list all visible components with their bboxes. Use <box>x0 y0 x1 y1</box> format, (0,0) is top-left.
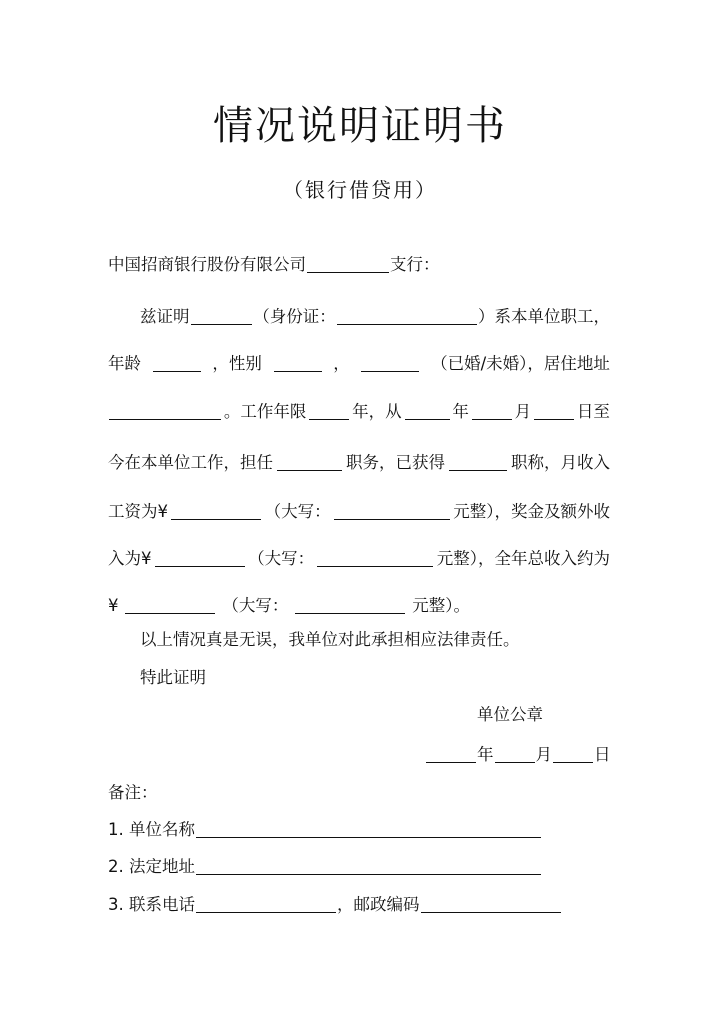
text: 年 <box>477 745 494 764</box>
start-year-blank[interactable] <box>405 403 450 420</box>
salary-words-blank[interactable] <box>334 503 450 520</box>
addressee-line <box>108 254 440 276</box>
text: 中国招商银行股份有限公司 <box>108 255 306 274</box>
text: ，邮政编码 <box>337 895 420 914</box>
contact-line <box>108 894 562 916</box>
salary-blank[interactable] <box>171 503 261 520</box>
text: （身份证： <box>253 307 336 326</box>
text: （大写： <box>222 596 289 615</box>
text: 年龄 <box>108 354 141 373</box>
remark-label: 备注： <box>108 783 158 802</box>
phone-blank[interactable] <box>196 896 336 913</box>
text: 兹证明 <box>140 307 190 326</box>
text: 月 <box>514 402 532 421</box>
document-title: 情况说明证明书 <box>213 103 507 149</box>
statement-line: 以上情况真是无误，我单位对此承担相应法律责任。 <box>140 630 520 649</box>
start-day-blank[interactable] <box>534 403 574 420</box>
position-line <box>108 452 610 474</box>
text: （大写： <box>264 502 331 521</box>
hereby-certify: 特此证明 <box>140 668 206 687</box>
text: 元整），全年总收入约为 <box>436 549 610 568</box>
title-blank[interactable] <box>449 454 507 471</box>
year-blank[interactable] <box>426 746 476 763</box>
postcode-blank[interactable] <box>421 896 561 913</box>
certify-line <box>140 306 610 328</box>
text: 元整）。 <box>412 596 470 615</box>
marital-blank[interactable] <box>361 355 419 372</box>
years-blank[interactable] <box>309 403 349 420</box>
salary-line <box>108 501 610 523</box>
text: 日 <box>594 745 611 764</box>
gender-blank[interactable] <box>274 355 322 372</box>
annual-line <box>108 595 470 617</box>
bonus-blank[interactable] <box>155 550 245 567</box>
age-line <box>108 353 610 375</box>
address-blank[interactable] <box>109 403 221 420</box>
bonus-line <box>108 548 610 570</box>
date-line <box>425 744 611 766</box>
day-blank[interactable] <box>553 746 593 763</box>
text: ）系本单位职工， <box>478 307 610 326</box>
text: 1. 单位名称 <box>108 820 195 839</box>
id-blank[interactable] <box>337 308 477 325</box>
bonus-words-blank[interactable] <box>317 550 433 567</box>
position-blank[interactable] <box>277 454 342 471</box>
company-name-blank[interactable] <box>196 821 541 838</box>
legal-address-line <box>108 856 542 878</box>
text: 入为¥ <box>108 549 152 568</box>
text: 支行： <box>390 255 440 274</box>
text: 日至 <box>576 402 610 421</box>
text: （已婚/未婚），居住地址 <box>431 354 610 373</box>
text: 。工作年限 <box>223 402 307 421</box>
company-seal-label: 单位公章 <box>477 705 543 724</box>
text: 工资为¥ <box>108 502 168 521</box>
text: （大写： <box>248 549 315 568</box>
text: 职务，已获得 <box>346 453 445 472</box>
age-blank[interactable] <box>153 355 201 372</box>
text: 元整），奖金及额外收 <box>453 502 610 521</box>
work-years-line <box>108 401 610 423</box>
text: 职称，月收入 <box>511 453 610 472</box>
text: ，性别 <box>212 354 262 373</box>
branch-blank[interactable] <box>307 256 389 273</box>
text: 2. 法定地址 <box>108 857 195 876</box>
text: ， <box>333 354 350 373</box>
text: ¥ <box>108 596 119 615</box>
company-name-line <box>108 819 542 841</box>
annual-blank[interactable] <box>125 597 215 614</box>
month-blank[interactable] <box>495 746 535 763</box>
name-blank[interactable] <box>191 308 253 325</box>
text: 月 <box>535 745 552 764</box>
annual-words-blank[interactable] <box>295 597 405 614</box>
document-subtitle: （银行借贷用） <box>283 178 437 202</box>
text: 年 <box>452 402 469 421</box>
start-month-blank[interactable] <box>472 403 512 420</box>
legal-address-blank[interactable] <box>196 858 541 875</box>
text: 3. 联系电话 <box>108 895 195 914</box>
text: 今在本单位工作，担任 <box>108 453 273 472</box>
text: 年，从 <box>352 402 402 421</box>
